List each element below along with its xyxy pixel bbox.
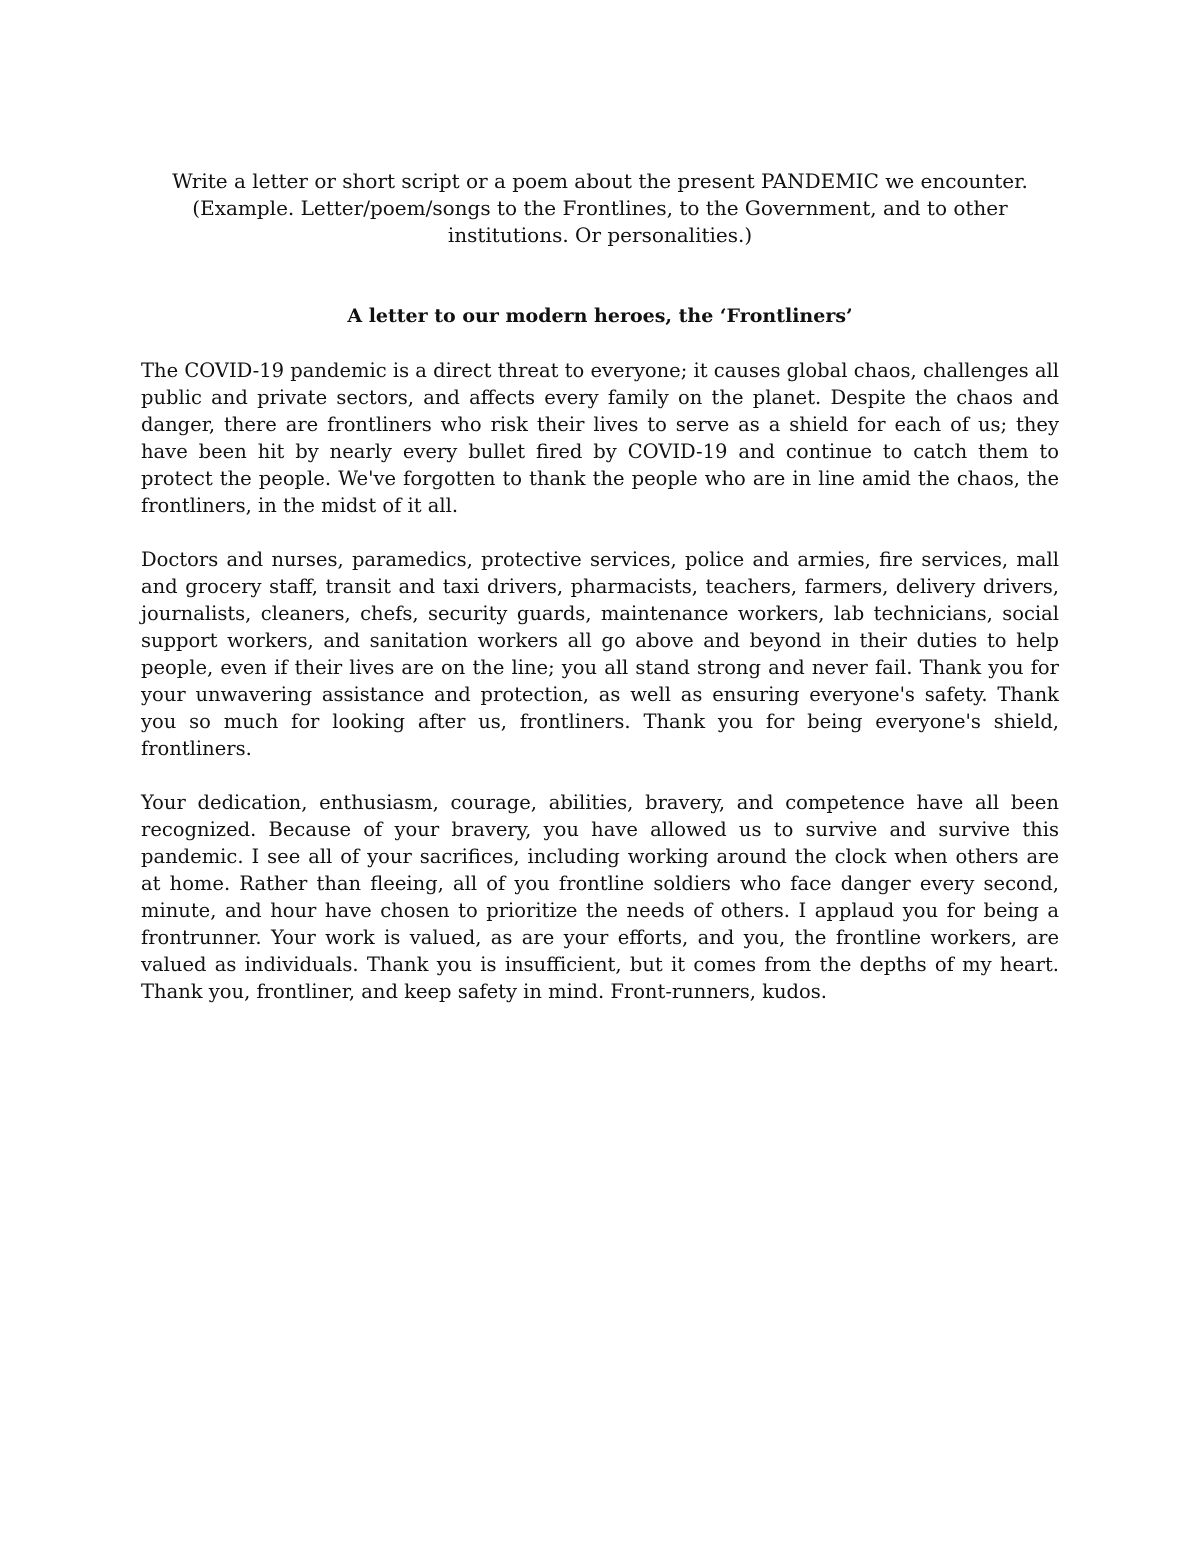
assignment-prompt: Write a letter or short script or a poem about the present PANDEMIC we encounter. (Example. Letter/poem/songs to the Frontlines, to the Government, and to other institutions. Or personalities.) xyxy=(172,169,1028,247)
letter-title: A letter to our modern heroes, the ‘Frontliners’ xyxy=(347,305,853,327)
letter-paragraph-2: Doctors and nurses, paramedics, protective services, police and armies, fire services, mall and grocery staff, transit and taxi drivers, pharmacists, teachers, farmers, delivery drivers, journalists, cleaners, chefs, security guards, maintenance workers, lab technicians, social support workers, and sanitation workers all go above and beyond in their duties to help people, even if their lives are on the line; you all stand strong and never fail. Thank you for your unwavering assistance and protection, as well as ensuring everyone's safety. Thank you so much for looking after us, frontliners. Thank you for being everyone's shield, frontliners. xyxy=(141,548,1059,760)
document-body xyxy=(141,168,1059,1005)
letter-paragraph-1: The COVID-19 pandemic is a direct threat to everyone; it causes global chaos, challenges all public and private sectors, and affects every family on the planet. Despite the chaos and danger, there are frontliners who risk their lives to serve as a shield for each of us; they have been hit by nearly every bullet fired by COVID-19 and continue to catch them to protect the people. We've forgotten to thank the people who are in line amid the chaos, the frontliners, in the midst of it all. xyxy=(141,359,1059,517)
letter-paragraph-3: Your dedication, enthusiasm, courage, abilities, bravery, and competence have all been recognized. Because of your bravery, you have allowed us to survive and survive this pandemic. I see all of your sacrifices, including working around the clock when others are at home. Rather than fleeing, all of you frontline soldiers who face danger every second, minute, and hour have chosen to prioritize the needs of others. I applaud you for being a frontrunner. Your work is valued, as are your efforts, and you, the frontline workers, are valued as individuals. Thank you is insufficient, but it comes from the depths of my heart. Thank you, frontliner, and keep safety in mind. Front-runners, kudos. xyxy=(141,791,1059,1003)
